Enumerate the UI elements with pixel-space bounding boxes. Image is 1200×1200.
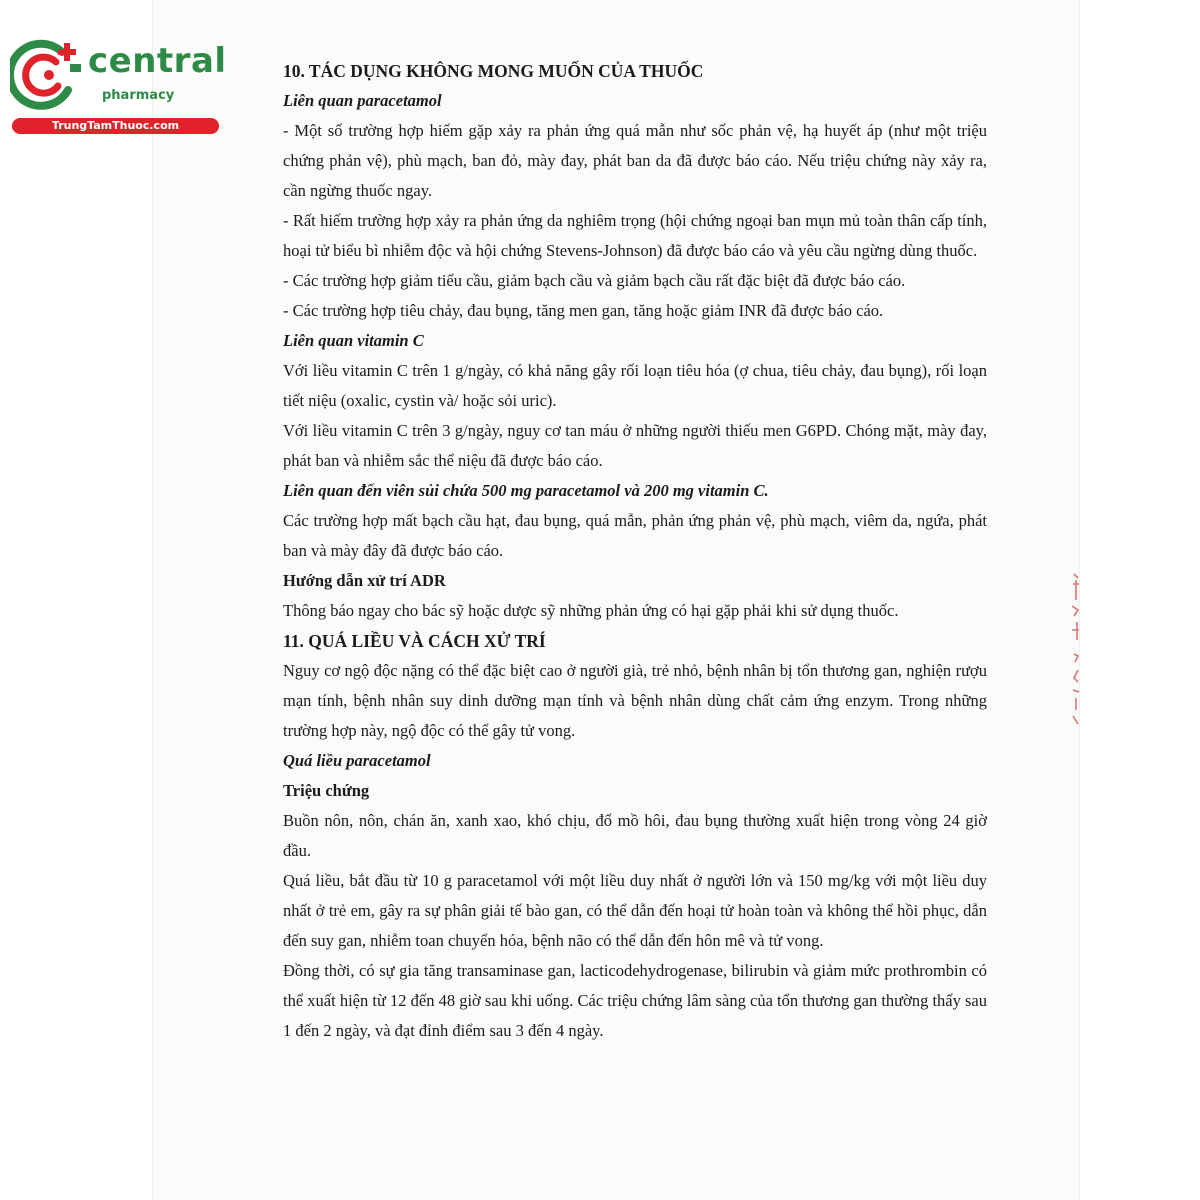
- section-10-title: 10. TÁC DỤNG KHÔNG MONG MUỐN CỦA THUỐC: [283, 61, 704, 81]
- brand-url[interactable]: TrungTamThuoc.com: [12, 118, 219, 134]
- brand-name: central: [88, 41, 227, 81]
- paracetamol-item-4: - Các trường hợp tiêu chảy, đau bụng, tăng men gan, tăng hoặc giảm INR đã được báo cáo.: [283, 301, 884, 320]
- paracetamol-item-2: - Rất hiếm trường hợp xảy ra phản ứng da nghiêm trọng (hội chứng ngoại ban mụn mủ toàn thân cấp tính, hoại tử biểu bì nhiễm độc và hội chứng Stevens-Johnson) đã được báo cáo và yêu cầu ngừng dùng thuốc.: [283, 211, 987, 260]
- symptoms-para-2: Quá liều, bắt đầu từ 10 g paracetamol với một liều duy nhất ở người lớn và 150 mg/kg với một liều duy nhất ở trẻ em, gây ra sự phân giải tế bào gan, có thể dẫn đến hoại tử hoàn toàn và không thể hồi phục, dẫn đến suy gan, nhiễm toan chuyển hóa, bệnh não có thể dẫn đến hôn mê và tử vong.: [283, 871, 987, 950]
- effervescent-para: Các trường hợp mất bạch cầu hạt, đau bụng, quá mẫn, phản ứng phản vệ, phù mạch, viêm da, ngứa, phát ban và mày đây đã được báo cáo.: [283, 511, 987, 560]
- brand-logo[interactable]: [10, 38, 227, 138]
- heading-symptoms: Triệu chứng: [283, 781, 370, 800]
- document-body: [283, 56, 987, 1046]
- paracetamol-item-1: - Một số trường hợp hiếm gặp xảy ra phản ứng quá mẫn như sốc phản vệ, hạ huyết áp (như một triệu chứng phản vệ), phù mạch, ban đỏ, mày đay, phát ban da đã được báo cáo. Nếu triệu chứng này xảy ra, cần ngừng thuốc ngay.: [283, 121, 987, 200]
- cross-plus-icon: [10, 38, 90, 114]
- symptoms-para-1: Buồn nôn, nôn, chán ăn, xanh xao, khó chịu, đổ mồ hôi, đau bụng thường xuất hiện trong vòng 24 giờ đầu.: [283, 811, 987, 860]
- overdose-intro: Nguy cơ ngộ độc nặng có thể đặc biệt cao ở người già, trẻ nhỏ, bệnh nhân bị tổn thương gan, nghiện rượu mạn tính, bệnh nhân suy dinh dưỡng mạn tính và bệnh nhân dùng chất cảm ứng enzym. Trong những trường hợp này, ngộ độc có thể gây tử vong.: [283, 661, 987, 740]
- heading-overdose-paracetamol: Quá liều paracetamol: [283, 751, 431, 770]
- paracetamol-item-3: - Các trường hợp giảm tiểu cầu, giảm bạch cầu và giảm bạch cầu rất đặc biệt đã được báo cáo.: [283, 271, 906, 290]
- section-11-title: 11. QUÁ LIỀU VÀ CÁCH XỬ TRÍ: [283, 631, 546, 651]
- vitamin-c-para-1: Với liều vitamin C trên 1 g/ngày, có khả năng gây rối loạn tiêu hóa (ợ chua, tiêu chảy, đau bụng), rối loạn tiết niệu (oxalic, cystin và/ hoặc sỏi uric).: [283, 361, 987, 410]
- heading-adr: Hướng dẫn xử trí ADR: [283, 571, 446, 590]
- heading-vitamin-c: Liên quan vitamin C: [283, 331, 424, 350]
- adr-para: Thông báo ngay cho bác sỹ hoặc dược sỹ những phản ứng có hại gặp phải khi sử dụng thuốc.: [283, 601, 899, 620]
- heading-paracetamol: Liên quan paracetamol: [283, 91, 442, 110]
- vitamin-c-para-2: Với liều vitamin C trên 3 g/ngày, nguy cơ tan máu ở những người thiếu men G6PD. Chóng mặt, mày đay, phát ban và nhiễm sắc thể niệu đã được báo cáo.: [283, 421, 987, 470]
- symptoms-para-3: Đồng thời, có sự gia tăng transaminase gan, lacticodehydrogenase, bilirubin và giảm mức prothrombin có thể xuất hiện từ 12 đến 48 giờ sau khi uống. Các triệu chứng lâm sàng của tổn thương gan thường thấy sau 1 đến 2 ngày, và đạt đỉnh điểm sau 3 đến 4 ngày.: [283, 961, 987, 1040]
- heading-effervescent: Liên quan đến viên sủi chứa 500 mg paracetamol và 200 mg vitamin C.: [283, 481, 769, 500]
- brand-subtitle: pharmacy: [102, 88, 175, 103]
- red-stamp-fragment: [1068, 570, 1082, 730]
